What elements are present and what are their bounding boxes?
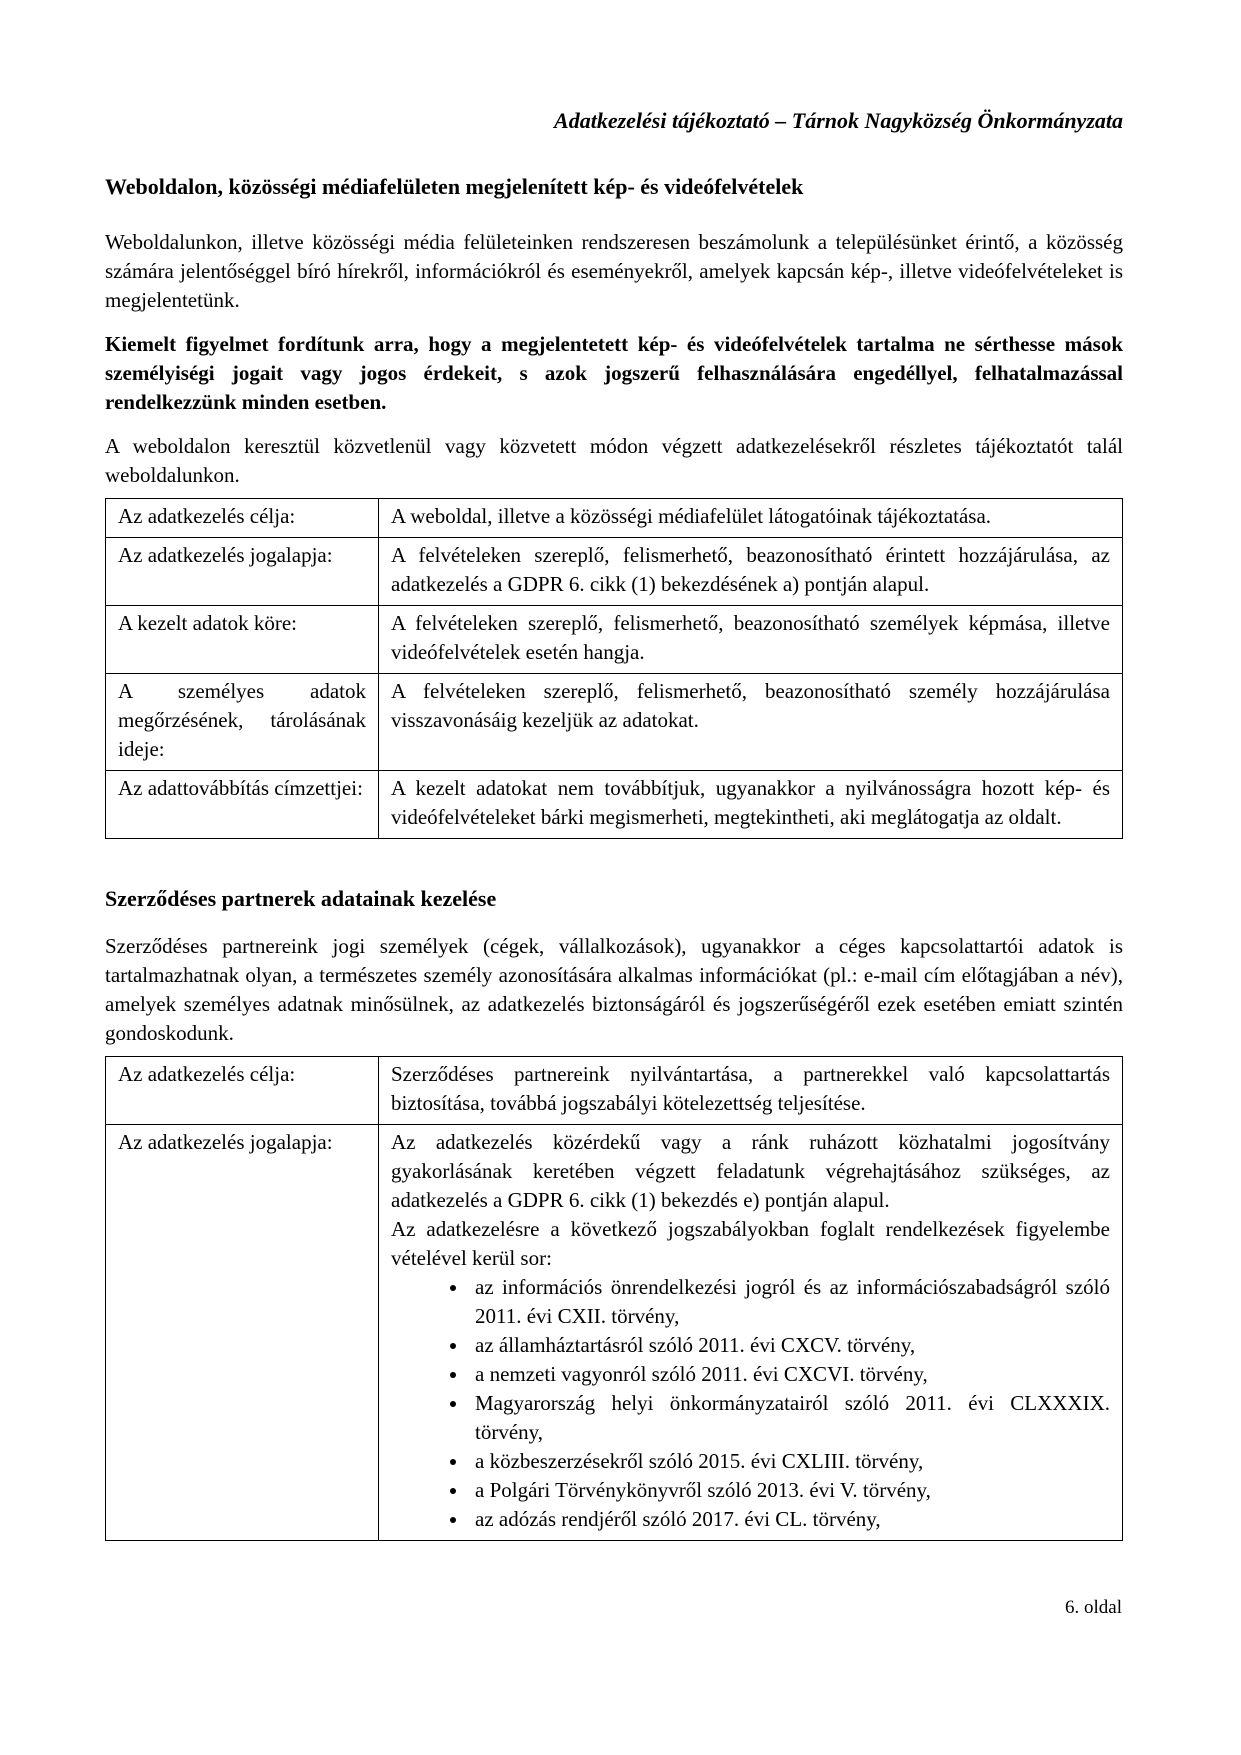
legal-basis-laws-intro: Az adatkezelésre a következő jogszabályokban foglalt rendelkezések figyelembe vételével kerül sor: xyxy=(391,1217,1110,1270)
table-row xyxy=(106,538,1123,606)
table-label-cell: Az adatkezelés jogalapja: xyxy=(106,538,379,606)
table-row xyxy=(106,606,1123,674)
table-row xyxy=(106,499,1123,538)
table-label-cell: A személyes adatok megőrzésének, tárolásának ideje: xyxy=(106,674,379,771)
table-value-cell: A weboldal, illetve a közösségi médiafelület látogatóinak tájékoztatása. xyxy=(379,499,1123,538)
table-value-cell: A felvételeken szereplő, felismerhető, beazonosítható személy hozzájárulása visszavonásáig kezeljük az adatokat. xyxy=(379,674,1123,771)
table-value-cell: Szerződéses partnereink nyilvántartása, a partnerekkel való kapcsolattartás biztosítása, továbbá jogszabályi kötelezettség teljesítése. xyxy=(379,1057,1123,1125)
legal-basis-paragraph: Az adatkezelés közérdekű vagy a ránk ruházott közhatalmi jogosítvány gyakorlásának keretében végzett feladatunk végrehajtásához szükséges, az adatkezelés a GDPR 6. cikk (1) bekezdés e) pontján alapul. xyxy=(391,1130,1110,1212)
table-value-cell: A felvételeken szereplő, felismerhető, beazonosítható személyek képmása, illetve videófelvételek esetén hangja. xyxy=(379,606,1123,674)
table-label-cell: Az adatkezelés célja: xyxy=(106,1057,379,1125)
section1-emphasis-paragraph: Kiemelt figyelmet fordítunk arra, hogy a megjelentetett kép- és videófelvételek tartalma ne sérthesse mások személyiségi jogait vagy jogos érdekeit, s azok jogszerű felhasználására engedéllyel, felhatalmazással rendelkezzünk minden esetben. xyxy=(105,332,1123,414)
legal-bullet-item: • Magyarország helyi önkormányzatairól szóló 2011. évi CLXXXIX. törvény, xyxy=(469,1389,1110,1447)
legal-bullet-item: • az államháztartásról szóló 2011. évi CXCV. törvény, xyxy=(469,1331,1110,1360)
table-value-cell: A kezelt adatokat nem továbbítjuk, ugyanakkor a nyilvánosságra hozott kép- és videófelvételeket bárki megismerheti, megtekintheti, aki meglátogatja az oldalt. xyxy=(379,771,1123,839)
legal-bullet-item: • a Polgári Törvénykönyvről szóló 2013. évi V. törvény, xyxy=(469,1476,1110,1505)
table-label-cell: Az adatkezelés jogalapja: xyxy=(106,1125,379,1541)
legal-laws-list xyxy=(391,1273,1110,1534)
legal-bullet-item: • a nemzeti vagyonról szóló 2011. évi CXCVI. törvény, xyxy=(469,1360,1110,1389)
table-row xyxy=(106,771,1123,839)
document-header-title: Adatkezelési tájékoztató – Tárnok Nagyközség Önkormányzata xyxy=(554,108,1123,133)
table-value-cell: A felvételeken szereplő, felismerhető, beazonosítható érintett hozzájárulása, az adatkezelés a GDPR 6. cikk (1) bekezdésének a) pontján alapul. xyxy=(379,538,1123,606)
table-label-cell: A kezelt adatok köre: xyxy=(106,606,379,674)
table-row xyxy=(106,1057,1123,1125)
table-value-cell xyxy=(379,1125,1123,1541)
section2-intro-paragraph: Szerződéses partnereink jogi személyek (cégek, vállalkozások), ugyanakkor a céges kapcsolattartói adatok is tartalmazhatnak olyan, a természetes személy azonosítására alkalmas információkat (pl.: e-mail cím előtagjában a név), amelyek személyes adatnak minősülnek, az adatkezelés biztonságáról és jogszerűségéről ezek esetében emiatt szintén gondoskodunk. xyxy=(105,934,1123,1045)
section1-intro-paragraph: Weboldalunkon, illetve közösségi média felületeinken rendszeresen beszámolunk a településünket érintő, a közösség számára jelentőséggel bíró hírekről, információkról és eseményekről, amelyek kapcsán kép-, illetve videófelvételeket is megjelentetünk. xyxy=(105,230,1123,312)
table-row xyxy=(106,1125,1123,1541)
table-label-cell: Az adattovábbítás címzettjei: xyxy=(106,771,379,839)
table-row xyxy=(106,674,1123,771)
section2-title: Szerződéses partnerek adatainak kezelése xyxy=(105,886,497,911)
page-number: 6. oldal xyxy=(1065,1597,1122,1618)
section1-data-processing-table xyxy=(105,498,1123,839)
table-label-cell: Az adatkezelés célja: xyxy=(106,499,379,538)
page-content xyxy=(105,0,1123,1541)
section2-data-processing-table xyxy=(105,1056,1123,1541)
section1-more-info-paragraph: A weboldalon keresztül közvetlenül vagy közvetett módon végzett adatkezelésekről részletes tájékoztatót talál weboldalunkon. xyxy=(105,434,1123,487)
legal-bullet-item: • az adózás rendjéről szóló 2017. évi CL. törvény, xyxy=(469,1505,1110,1534)
legal-bullet-item: • a közbeszerzésekről szóló 2015. évi CXLIII. törvény, xyxy=(469,1447,1110,1476)
legal-bullet-item: • az információs önrendelkezési jogról és az információszabadságról szóló 2011. évi CXII. törvény, xyxy=(469,1273,1110,1331)
section1-title: Weboldalon, közösségi médiafelületen megjelenített kép- és videófelvételek xyxy=(105,174,804,199)
